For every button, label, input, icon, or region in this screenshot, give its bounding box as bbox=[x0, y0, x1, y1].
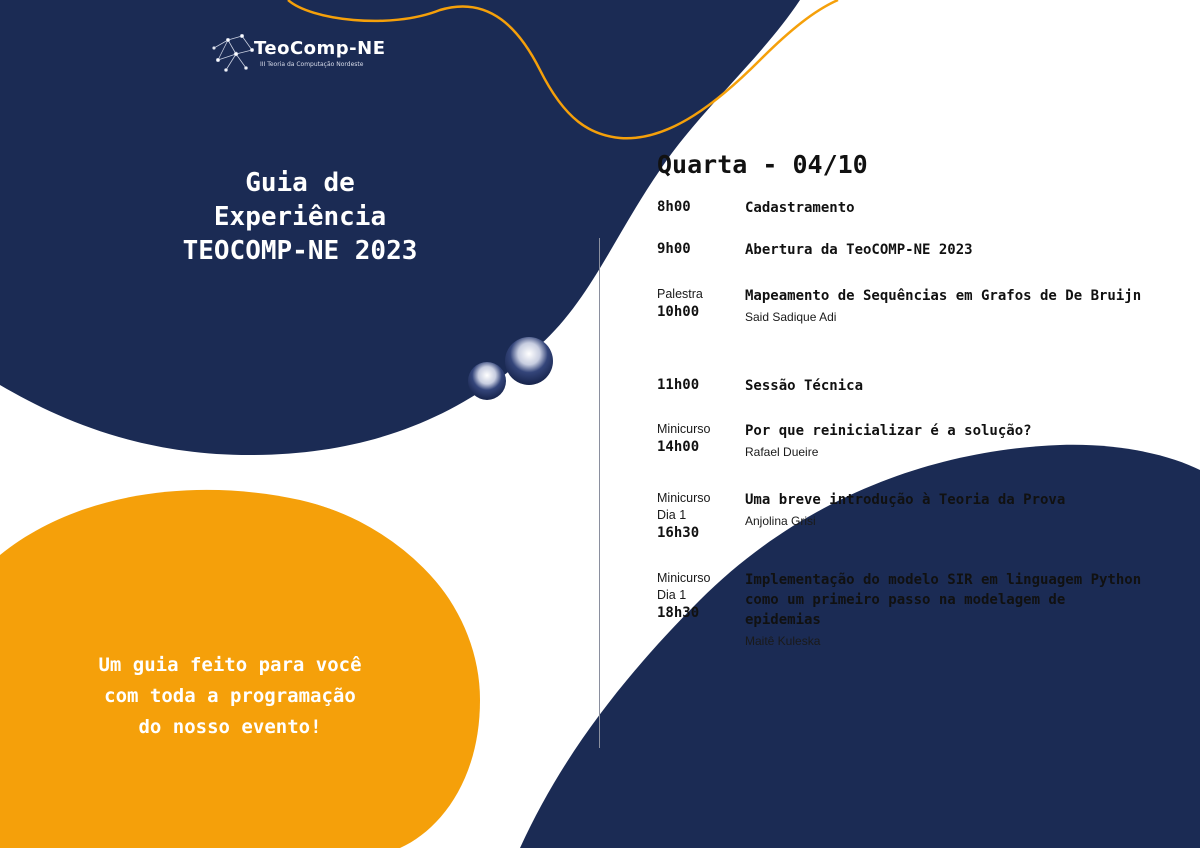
guide-title-line-3: TEOCOMP-NE 2023 bbox=[182, 236, 418, 266]
slot-time: 9h00 bbox=[657, 241, 691, 257]
slot-day: Dia 1 bbox=[657, 508, 687, 522]
promo-line-1: Um guia feito para você bbox=[98, 654, 362, 676]
slot-title: Uma breve introdução à Teoria da Prova bbox=[745, 492, 1066, 508]
slot-time: 8h00 bbox=[657, 199, 691, 215]
slot-time: 14h00 bbox=[657, 439, 700, 455]
slot-speaker: Rafael Dueire bbox=[745, 445, 819, 459]
day-title: Quarta - 04/10 bbox=[657, 150, 868, 179]
slot-title: Sessão Técnica bbox=[745, 378, 864, 394]
slot-title: Implementação do modelo SIR em linguagem Python como um primeiro passo na modelagem de epidemias bbox=[745, 572, 1142, 628]
slot-time: 10h00 bbox=[657, 304, 700, 320]
promo-text bbox=[40, 650, 420, 743]
slot-day: Dia 1 bbox=[657, 588, 687, 602]
teocomp-logo bbox=[212, 30, 412, 80]
slot-title: Cadastramento bbox=[745, 200, 855, 216]
slot-time: 16h30 bbox=[657, 525, 700, 541]
slot-time: 11h00 bbox=[657, 377, 700, 393]
promo-line-3: do nosso evento! bbox=[138, 716, 322, 738]
logo-title: TeoComp-NE bbox=[254, 38, 386, 59]
slot-type: Palestra bbox=[657, 287, 703, 301]
logo-subtitle: III Teoria da Computação Nordeste bbox=[260, 61, 364, 68]
slot-type: Minicurso bbox=[657, 571, 711, 585]
slot-type: Minicurso bbox=[657, 491, 711, 505]
decorative-ball-small bbox=[468, 362, 506, 400]
slot-speaker: Maitê Kuleska bbox=[745, 634, 821, 648]
guide-title-line-1: Guia de bbox=[245, 168, 355, 198]
slot-title: Abertura da TeoCOMP-NE 2023 bbox=[745, 242, 973, 258]
promo-line-2: com toda a programação bbox=[104, 685, 356, 707]
slot-speaker: Said Sadique Adi bbox=[745, 310, 837, 324]
guide-title-line-2: Experiência bbox=[213, 202, 387, 232]
slot-speaker: Anjolina Grisi bbox=[745, 514, 816, 528]
slot-title: Por que reinicializar é a solução? bbox=[745, 423, 1032, 439]
decorative-ball-large bbox=[505, 337, 553, 385]
slot-type: Minicurso bbox=[657, 422, 711, 436]
guide-title bbox=[150, 166, 450, 268]
slot-time: 18h30 bbox=[657, 605, 700, 621]
slot-title: Mapeamento de Sequências em Grafos de De Bruijn bbox=[745, 288, 1142, 304]
column-divider bbox=[599, 238, 600, 748]
